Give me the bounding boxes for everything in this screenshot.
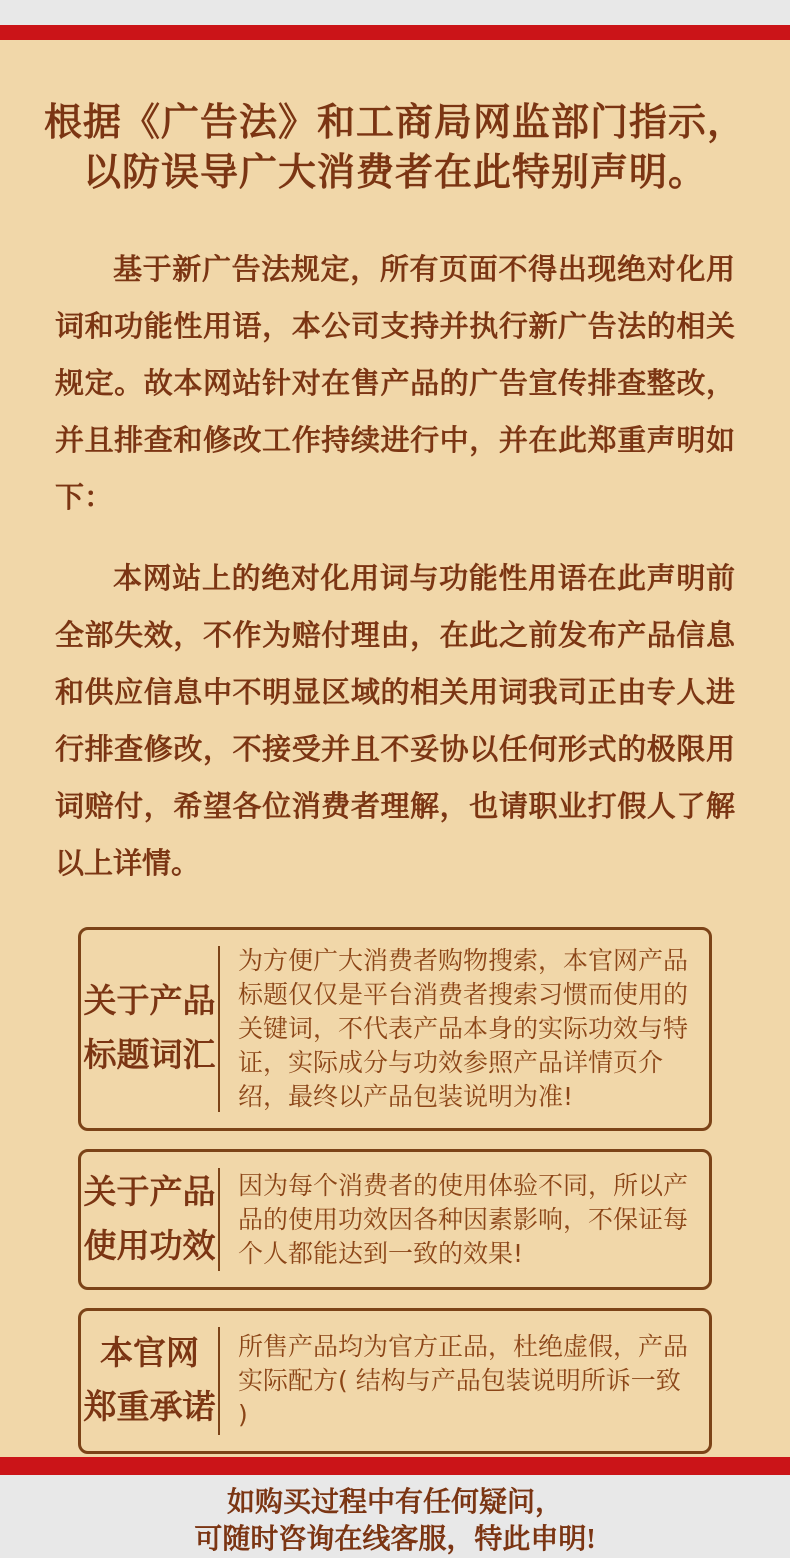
label-line-2: 标题词汇: [83, 1038, 216, 1075]
notice-box-official-promise: [78, 1308, 712, 1454]
notice-box-text: 为方便广大消费者购物搜索，本官网产品标题仅仅是平台消费者搜索习惯而使用的关键词，不代表产品本身的实际功效与特证，实际成分与功效参照产品详情页介绍，最终以产品包装说明为准!: [238, 946, 689, 1112]
top-red-band: [0, 25, 790, 40]
notice-box-text: 所售产品均为官方正品，杜绝虚假，产品实际配方( 结构与产品包装说明所诉一致 ): [238, 1332, 689, 1430]
notice-box-list: [0, 927, 790, 1454]
label-line-2: 使用功效: [83, 1228, 216, 1265]
notice-box-label: [81, 1327, 218, 1435]
notice-box-text: 因为每个消费者的使用体验不同，所以产品的使用功效因各种因素影响，不保证每个人都能达到一致的效果!: [238, 1170, 689, 1268]
intro-paragraph-1: 基于新广告法规定，所有页面不得出现绝对化用词和功能性用语，本公司支持并执行新广告法的相关规定。故本网站针对在售产品的广告宣传排查整改，并且排查和修改工作持续进行中，并在此郑重声明如下：: [55, 254, 735, 515]
title-line-1: 根据《广告法》和工商局网监部门指示，: [43, 102, 746, 145]
notice-box-label: [81, 1166, 218, 1274]
label-line-1: 本官网: [100, 1336, 199, 1373]
intro-paragraph-2: 本网站上的绝对化用词与功能性用语在此声明前全部失效，不作为赔付理由，在此之前发布产品信息和供应信息中不明显区域的相关用词我司正由专人进行排查修改，不接受并且不妥协以任何形式的极限用词赔付，希望各位消费者理解，也请职业打假人了解以上详情。: [55, 563, 735, 881]
title-line-2: 以防误导广大消费者在此特别声明。: [82, 152, 707, 195]
footer-line-2: 可随时咨询在线客服，特此申明!: [194, 1524, 596, 1556]
footer-note: [0, 1484, 790, 1558]
label-line-1: 关于产品: [83, 984, 216, 1021]
label-line-2: 郑重承诺: [83, 1390, 216, 1427]
disclaimer-page: [0, 25, 790, 1556]
notice-box-product-usage-effect: [78, 1149, 712, 1290]
label-line-1: 关于产品: [83, 1174, 216, 1211]
bottom-red-band: [0, 1457, 790, 1475]
footer-line-1: 如购买过程中有任何疑问，: [226, 1487, 563, 1519]
notice-box-product-title-keywords: [78, 927, 712, 1131]
page-title: [0, 25, 790, 198]
notice-box-label: [81, 975, 218, 1083]
